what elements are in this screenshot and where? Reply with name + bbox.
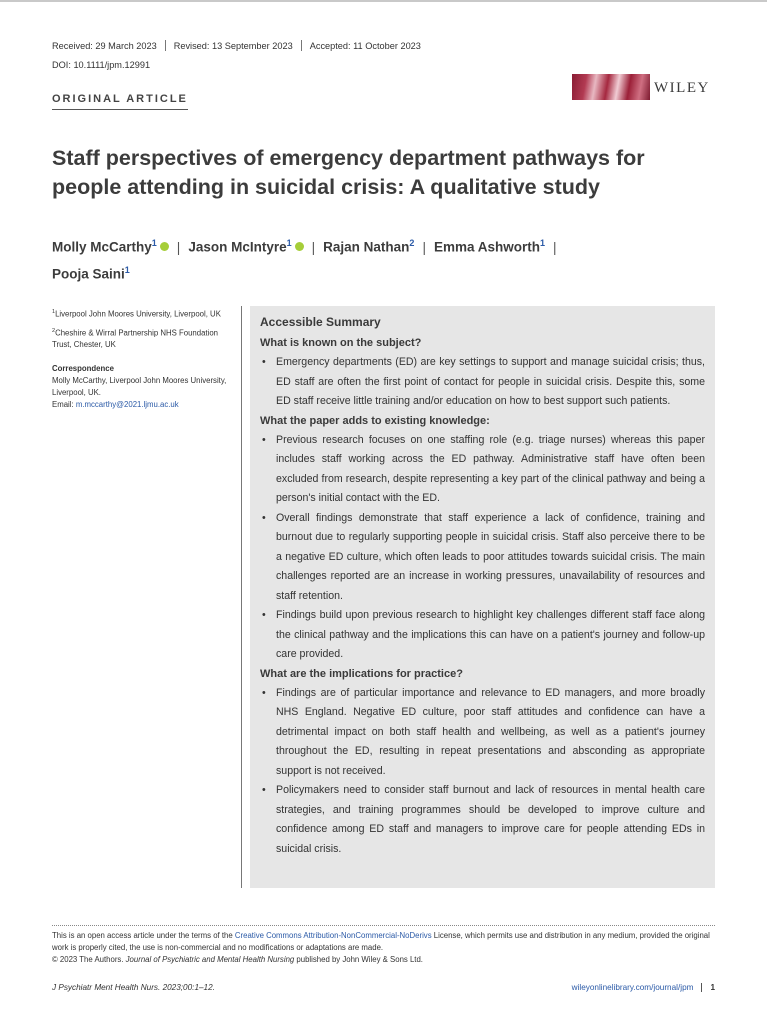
bullet-item: • Policymakers need to consider staff burnout and lack of resources in mental health care strategies, and training programmes should be developed to improve culture and confidence among ED staff and managers to improve care for people attending EDs in suicidal crisis. xyxy=(260,781,705,859)
received-date: Received: 29 March 2023 xyxy=(52,41,157,51)
author-affiliation: 1 xyxy=(286,238,292,248)
bullet-list xyxy=(260,431,705,665)
revised-date: Revised: 13 September 2023 xyxy=(173,41,293,51)
affiliation: $^2$Cheshire & Wirral Partnership NHS Foundation Trust, Chester, UK xyxy=(52,327,218,350)
date-separator xyxy=(301,40,302,51)
author-name[interactable]: Rajan Nathan xyxy=(323,239,410,255)
author-name[interactable]: Emma Ashworth xyxy=(433,239,540,255)
wiley-logo xyxy=(572,74,714,100)
author-affiliation: 1 xyxy=(151,238,157,248)
author-list xyxy=(52,232,712,285)
correspondence-text: Molly McCarthy, Liverpool John Moores University, Liverpool, UK. xyxy=(52,376,227,398)
correspondence-heading: Correspondence xyxy=(52,364,114,374)
author-separator: | xyxy=(553,239,557,255)
author-separator: | xyxy=(176,239,181,255)
journal-url-link[interactable]: wileyonlinelibrary.com/journal/jpm xyxy=(571,983,694,992)
citation: J Psychiatr Ment Health Nurs. 2023;00:1–12. xyxy=(52,983,215,992)
article-dates xyxy=(52,40,421,51)
bullet-list xyxy=(260,353,705,412)
orcid-icon[interactable] xyxy=(160,242,169,251)
footer-right xyxy=(572,983,715,992)
license-link[interactable]: Creative Commons Attribution-NonCommercial-NoDerivs xyxy=(234,931,432,940)
author-affiliation: 1 xyxy=(124,264,130,275)
top-rule xyxy=(0,0,767,2)
affiliations-column xyxy=(52,306,232,411)
author-affiliation: 2 xyxy=(409,238,415,248)
bullet-item: • Overall findings demonstrate that staff experience a lack of confidence, training and burnout due to regularly supporting people in suicidal crisis. Staff also perceive there to be a negative ED culture, which often leads to poor attitudes towards suicidal crisis. The main challenges reported are an increase in working pressures, unavailability of resources and staff retention. xyxy=(260,509,705,607)
logo-band-graphic xyxy=(572,74,650,100)
author-name[interactable]: Pooja Saini xyxy=(52,266,125,281)
page-number: 1 xyxy=(701,983,715,992)
bullet-list xyxy=(260,684,705,860)
affiliation: $^1$Liverpool John Moores University, Liverpool, UK xyxy=(52,309,221,319)
summary-section-heading: What are the implications for practice? xyxy=(260,667,463,680)
author-separator: | xyxy=(311,239,316,255)
logo-text: WILEY xyxy=(654,80,710,96)
bullet-item: • Findings build upon previous research to highlight key challenges different staff face along the clinical pathway and the implications this can have on a patient's journey and follow-up care provided. xyxy=(260,606,705,665)
summary-heading: Accessible Summary xyxy=(260,315,381,329)
author-separator: | xyxy=(422,239,426,255)
license-notice: This is an open access article under the terms of the Creative Commons Attribution-NonCommercial-NoDerivs License, which permits use and distribution in any medium, provided the original work is properly cited, the use is non-commercial and no modifications or adaptations are made. © 2023 The Authors. Journal of Psychiatric and Mental Health Nursing published by John Wiley & Sons Ltd. xyxy=(52,931,710,964)
summary-section-heading: What the paper adds to existing knowledge: xyxy=(260,414,490,427)
bullet-item: • Previous research focuses on one staffing role (e.g. triage nurses) whereas this paper includes staff working across the ED pathway. Administrative staff have often been excluded from research, despite representing a key part of the clinical pathway and being a person's initial contact with the ED. xyxy=(260,431,705,509)
date-separator xyxy=(165,40,166,51)
summary-section-heading: What is known on the subject? xyxy=(260,337,422,349)
author-affiliation: 1 xyxy=(539,238,545,248)
article-title: Staff perspectives of emergency department pathways for people attending in suicidal crisis: A qualitative study xyxy=(52,146,645,199)
bullet-item: • Findings are of particular importance and relevance to ED managers, and more broadly NHS England. Negative ED culture, poor staff attitudes and confidence can have a detrimental impact on both staff health and wellbeing, as well as a patient's journey throughout the ED, resulting in repeat presentations and absconding as appropriate support is not received. xyxy=(260,684,705,782)
email-link[interactable]: m.mccarthy@2021.ljmu.ac.uk xyxy=(75,400,179,410)
section-label: ORIGINAL ARTICLE xyxy=(52,93,188,110)
correspondence-email-line: Email: m.mccarthy@2021.ljmu.ac.uk xyxy=(52,400,179,410)
accessible-summary-box xyxy=(250,306,715,888)
accepted-date: Accepted: 11 October 2023 xyxy=(309,41,421,51)
author-name[interactable]: Jason McIntyre xyxy=(188,239,287,255)
journal-name: Journal of Psychiatric and Mental Health Nursing xyxy=(125,955,295,964)
orcid-icon[interactable] xyxy=(295,242,304,251)
column-divider xyxy=(241,306,242,888)
author-name[interactable]: Molly McCarthy xyxy=(52,239,152,255)
doi: DOI: 10.1111/jpm.12991 xyxy=(52,60,151,70)
footer-divider xyxy=(52,925,715,926)
bullet-item: • Emergency departments (ED) are key settings to support and manage suicidal crisis; thus, ED staff are often the first point of contact for people in suicidal crisis. Despite this, some ED staff receive little training and/or education on how to best support such patients. xyxy=(260,353,705,412)
